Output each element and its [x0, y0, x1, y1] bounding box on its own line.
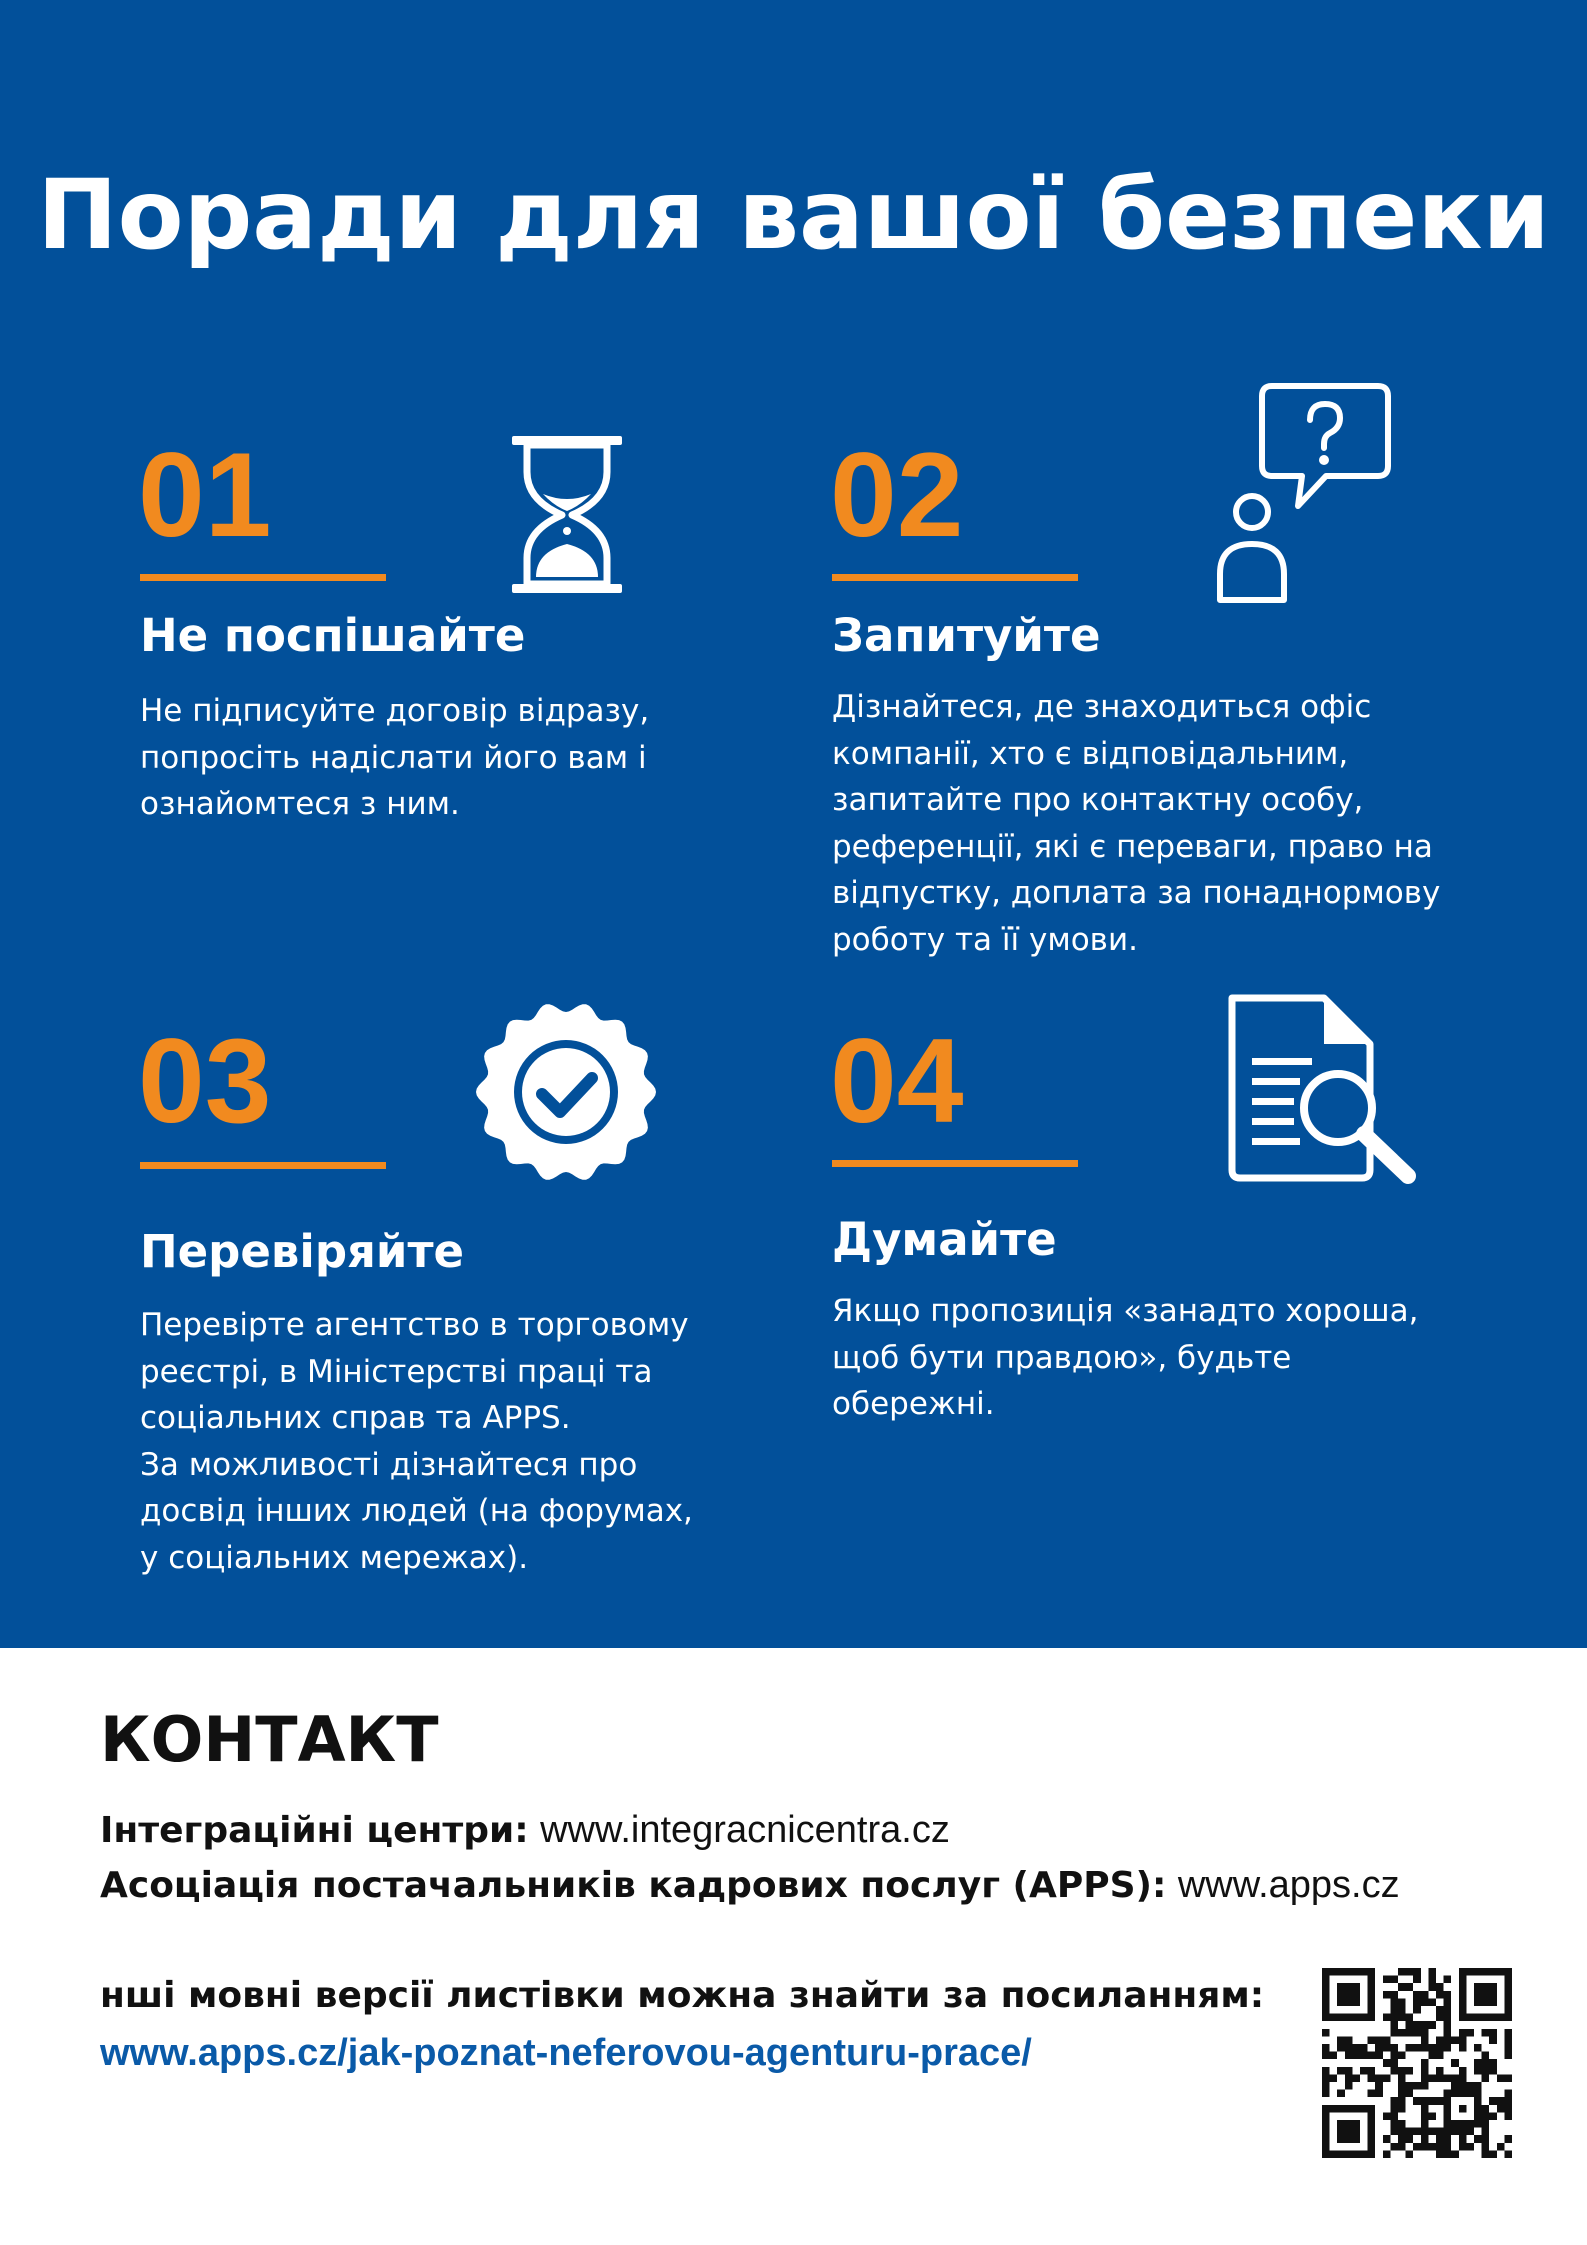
tip-divider	[832, 574, 1078, 581]
contact-url-link[interactable]: www.integracnicentra.cz	[540, 1809, 950, 1851]
tip-body-line: досвід інших людей (на форумах,	[140, 1493, 693, 1529]
hourglass-icon	[510, 434, 624, 596]
tip-number: 02	[830, 428, 964, 562]
tip-body	[140, 688, 649, 828]
tip-divider	[140, 574, 386, 581]
tip-body-line: у соціальних мережах).	[140, 1539, 529, 1576]
tip-body-line: Не підписуйте договір відразу,	[140, 693, 650, 729]
tip-divider	[140, 1162, 386, 1169]
tip-body-line: ознайомтеся з ним.	[140, 786, 460, 822]
tip-body-line: щоб бути правдою», будьте	[832, 1339, 1292, 1376]
tip-body-line: Перевірте агентство в торговому	[140, 1307, 689, 1343]
qr-code-icon[interactable]	[1322, 1968, 1512, 2158]
page-title: Поради для вашої безпеки	[37, 159, 1550, 271]
tip-body-line: обережні.	[832, 1386, 995, 1422]
tip-body-line: Якщо пропозиція «занадто хороша,	[832, 1293, 1419, 1329]
language-versions-link[interactable]: www.apps.cz/jak-poznat-neferovou-agenturu-prace/	[100, 2032, 1032, 2074]
contact-label: Інтеграційні центри:	[100, 1810, 529, 1851]
contact-label: Асоціація постачальників кадрових послуг (APPS):	[100, 1865, 1167, 1906]
tip-heading: Думайте	[832, 1213, 1057, 1266]
tip-body-line: Дізнайтеся, де знаходиться офіс	[832, 689, 1372, 725]
tip-body-line: компанії, хто є відповідальним,	[832, 735, 1349, 772]
tip-body	[140, 1302, 693, 1581]
tip-body-line: запитайте про контактну особу,	[832, 782, 1364, 818]
tip-body-line: роботу та її умови.	[832, 921, 1138, 958]
tip-body-line: За можливості дізнайтеся про	[140, 1446, 638, 1483]
language-versions-note: нші мовні версії листівки можна знайти за посиланням:	[100, 1975, 1265, 2016]
verified-badge-icon	[472, 998, 660, 1186]
tip-number: 01	[138, 428, 272, 562]
tip-body-line: референції, які є переваги, право на	[832, 828, 1433, 865]
person-question-icon	[1214, 380, 1394, 614]
contact-line-apps	[100, 1862, 1400, 1909]
tip-body-line: реєстрі, в Міністерстві праці та	[140, 1353, 653, 1390]
contact-url-link[interactable]: www.apps.cz	[1177, 1864, 1400, 1906]
tip-body	[832, 684, 1440, 963]
tip-body	[832, 1288, 1418, 1428]
tip-body-line: відпустку, доплата за понаднормову	[832, 875, 1441, 911]
contact-line-integration-centers	[100, 1807, 950, 1854]
tip-body-line: соціальних справ та APPS.	[140, 1400, 571, 1436]
tip-heading: Запитуйте	[832, 609, 1101, 662]
tip-divider	[832, 1160, 1078, 1167]
tip-body-line: попросіть надіслати його вам і	[140, 739, 647, 776]
tip-heading: Перевіряйте	[140, 1225, 465, 1278]
document-search-icon	[1226, 992, 1422, 1188]
tip-number: 04	[830, 1014, 964, 1148]
tip-number: 03	[138, 1014, 272, 1148]
contact-title: КОНТАКТ	[100, 1703, 439, 1776]
tip-heading: Не поспішайте	[140, 609, 526, 662]
